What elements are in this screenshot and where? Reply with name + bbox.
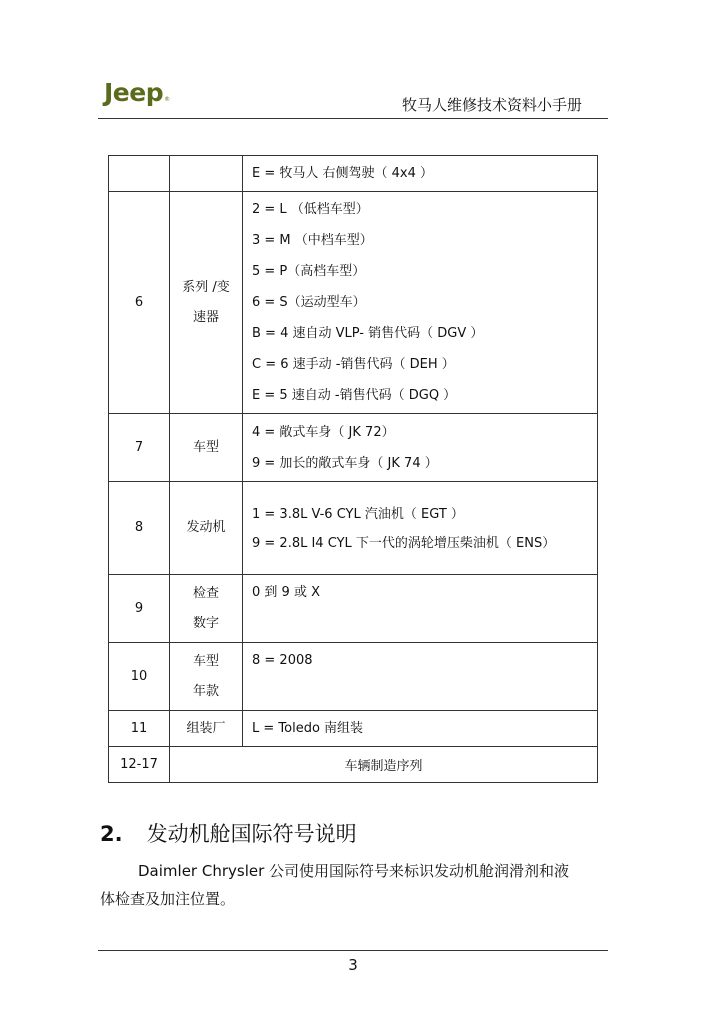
page-number: 3 [348,956,358,974]
position-cell: 11 [109,711,170,747]
value-cell [243,482,598,575]
field-name-line: 发动机 [186,520,226,535]
section-heading [100,818,357,848]
field-name-line: 系列 /变 [182,279,230,295]
footer-rule [98,950,608,951]
table-row [109,575,598,643]
position-cell: 8 [109,482,170,575]
field-name-cell [170,414,243,482]
header-rule [98,118,608,119]
value-line: 8 = 2008 [252,653,313,668]
field-name-cell [170,711,243,747]
value-line: 6 = S（运动型车） [252,295,366,310]
section-title: 发动机舱国际符号说明 [146,822,357,846]
value-cell [243,711,598,747]
value-line: 9 = 2.8L I4 CYL 下一代的涡轮增压柴油机（ ENS） [252,535,556,551]
value-cell [243,643,598,711]
value-line: C = 6 速手动 -销售代码（ DEH ） [252,357,455,372]
position-cell: 12-17 [109,747,170,783]
value-cell [243,156,598,192]
field-name-line: 年款 [192,683,219,699]
value-line: B = 4 速自动 VLP- 销售代码（ DGV ） [252,326,484,341]
table-row [109,711,598,747]
header-title: 牧马人维修技术资料小手册 [401,96,582,114]
table-row [109,156,598,192]
position-cell: 10 [109,643,170,711]
value-line: 9 = 加长的敞式车身（ JK 74 ） [252,455,438,471]
field-name-cell [170,482,243,575]
field-name-cell [170,575,243,643]
field-name-cell [170,643,243,711]
table-row [109,643,598,711]
table-row [109,482,598,575]
table-row [109,192,598,414]
position-cell: 7 [109,414,170,482]
table-row [109,747,598,783]
value-line: 3 = M （中档车型） [252,233,373,248]
table-row [109,414,598,482]
field-name-cell [170,156,243,192]
value-line: 4 = 敞式车身（ JK 72） [252,424,395,440]
field-name-line: 数字 [192,615,219,631]
field-name-line: 速器 [192,309,219,325]
vin-code-table [108,155,598,783]
section-paragraph: Daimler Chrysler 公司使用国际符号来标识发动机舱润滑剂和液体检查及加注位置。 [100,862,570,908]
field-name-line: 车型 [192,439,219,455]
position-cell: 9 [109,575,170,643]
field-name-line: 检查 [192,585,219,601]
position-cell [109,156,170,192]
field-name-line: 组装厂 [186,720,226,736]
field-name-line: 车型 [192,653,219,669]
value-line: 2 = L （低档车型） [252,202,369,217]
section-number: 2. [100,822,123,846]
value-line: 0 到 9 或 X [252,585,320,600]
value-cell [243,575,598,643]
value-line: 5 = P（高档车型） [252,264,366,279]
value-line: E = 牧马人 右侧驾驶（ 4x4 ） [252,166,434,181]
value-line: E = 5 速自动 -销售代码（ DGQ ） [252,388,457,403]
field-name-cell [170,192,243,414]
position-cell: 6 [109,192,170,414]
value-cell [243,414,598,482]
merged-value-cell: 车辆制造序列 [170,747,598,783]
value-line: L = Toledo 南组装 [252,721,364,736]
jeep-logo: Jeep® [104,78,170,107]
value-cell [243,192,598,414]
value-line: 1 = 3.8L V-6 CYL 汽油机（ EGT ） [252,506,464,522]
